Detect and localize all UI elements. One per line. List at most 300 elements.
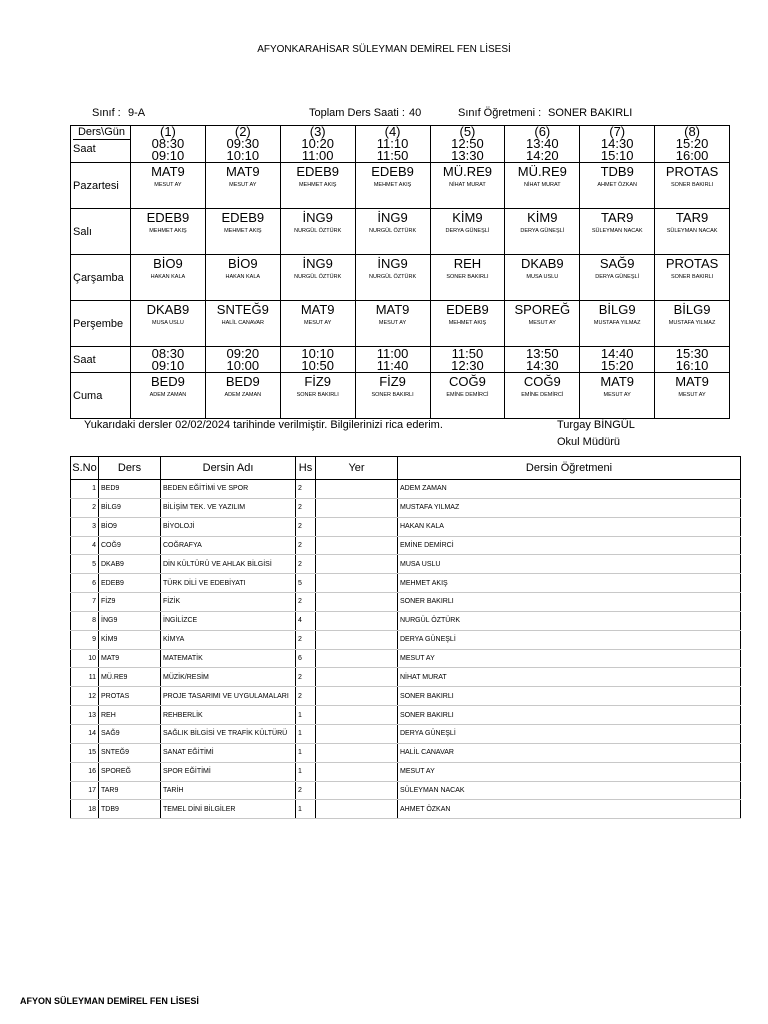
course-teacher: HALİL CANAVAR bbox=[398, 743, 741, 762]
lesson-code: DKAB9 bbox=[520, 256, 564, 271]
day-name: Salı bbox=[71, 209, 131, 255]
course-room bbox=[316, 498, 398, 517]
lesson-cell bbox=[205, 301, 280, 347]
total-hours-label: Toplam Ders Saati : bbox=[309, 107, 405, 119]
lesson-code: TAR9 bbox=[675, 210, 709, 225]
time-cell bbox=[355, 126, 430, 163]
course-name: MATEMATİK bbox=[161, 649, 296, 668]
class-teacher-label: Sınıf Öğretmeni : bbox=[458, 107, 542, 119]
lesson-code: MÜ.RE9 bbox=[517, 164, 567, 179]
time-label-cell bbox=[71, 126, 131, 163]
lesson-code: MÜ.RE9 bbox=[442, 164, 492, 179]
lesson-teacher: MESUT AY bbox=[229, 182, 257, 188]
lesson-code: PROTAS bbox=[665, 256, 719, 271]
course-hours: 2 bbox=[296, 630, 316, 649]
time-label: Saat bbox=[73, 143, 96, 155]
end-time: 16:00 bbox=[675, 148, 709, 163]
lesson-teacher: HAKAN KALA bbox=[225, 274, 261, 280]
lesson-teacher: MUSTAFA YILMAZ bbox=[593, 320, 641, 326]
lesson-teacher: SONER BAKIRLI bbox=[670, 274, 714, 280]
course-row bbox=[71, 574, 741, 593]
lesson-cell bbox=[580, 209, 655, 255]
period-number: (5) bbox=[459, 125, 476, 139]
course-room bbox=[316, 630, 398, 649]
course-sno: 9 bbox=[71, 630, 99, 649]
lesson-teacher: SONER BAKIRLI bbox=[371, 392, 414, 398]
lesson-teacher: HALİL CANAVAR bbox=[221, 320, 264, 326]
lesson-code: DKAB9 bbox=[146, 302, 190, 317]
course-room bbox=[316, 517, 398, 536]
course-sno: 14 bbox=[71, 724, 99, 743]
course-hours: 2 bbox=[296, 593, 316, 612]
lesson-code: BİO9 bbox=[153, 256, 183, 271]
lesson-code: MAT9 bbox=[600, 374, 635, 389]
course-sno: 8 bbox=[71, 611, 99, 630]
course-hours: 2 bbox=[296, 687, 316, 706]
course-hours: 1 bbox=[296, 724, 316, 743]
time-cell bbox=[580, 126, 655, 163]
lesson-cell bbox=[430, 301, 505, 347]
course-row bbox=[71, 649, 741, 668]
course-code: BİO9 bbox=[99, 517, 161, 536]
lesson-code: BİLG9 bbox=[673, 302, 711, 317]
course-room bbox=[316, 536, 398, 555]
lesson-code: KİM9 bbox=[452, 210, 483, 225]
lesson-cell bbox=[355, 301, 430, 347]
course-room bbox=[316, 611, 398, 630]
lesson-cell bbox=[655, 301, 730, 347]
course-room bbox=[316, 800, 398, 819]
lesson-cell bbox=[355, 163, 430, 209]
period-number: (7) bbox=[609, 125, 626, 139]
time-cell bbox=[505, 347, 580, 373]
end-time: 12:30 bbox=[451, 357, 484, 373]
lesson-code: MAT9 bbox=[675, 374, 709, 389]
day-name: Perşembe bbox=[71, 301, 131, 347]
course-sno: 12 bbox=[71, 687, 99, 706]
lesson-cell bbox=[355, 255, 430, 301]
start-time: 15:20 bbox=[675, 136, 709, 151]
course-sno: 6 bbox=[71, 574, 99, 593]
lesson-code: BED9 bbox=[150, 374, 185, 389]
lesson-teacher: SONER BAKIRLI bbox=[446, 274, 489, 280]
start-time: 11:10 bbox=[376, 136, 409, 151]
lesson-teacher: MEHMET AKIŞ bbox=[298, 182, 337, 188]
course-teacher: DERYA GÜNEŞLİ bbox=[398, 724, 741, 743]
course-teacher: SONER BAKIRLI bbox=[398, 687, 741, 706]
lesson-cell bbox=[280, 255, 355, 301]
lesson-code: İNG9 bbox=[377, 210, 408, 225]
lesson-code: COĞ9 bbox=[523, 374, 561, 389]
course-teacher: SONER BAKIRLI bbox=[398, 593, 741, 612]
lesson-code: SPOREĞ bbox=[514, 302, 571, 317]
start-time: 14:40 bbox=[600, 346, 634, 361]
lesson-code: İNG9 bbox=[377, 256, 408, 271]
course-teacher: NURGÜL ÖZTÜRK bbox=[398, 611, 741, 630]
time-cell bbox=[580, 347, 655, 373]
end-time: 11:40 bbox=[376, 357, 409, 373]
lesson-cell bbox=[205, 209, 280, 255]
lesson-teacher: NURGÜL ÖZTÜRK bbox=[294, 228, 342, 234]
lesson-code: MAT9 bbox=[300, 302, 335, 317]
course-hours: 2 bbox=[296, 480, 316, 499]
course-sno: 2 bbox=[71, 498, 99, 517]
total-hours-value: 40 bbox=[409, 107, 422, 119]
lesson-teacher: MUSTAFA YILMAZ bbox=[668, 320, 716, 326]
lesson-teacher: NURGÜL ÖZTÜRK bbox=[368, 228, 417, 234]
lesson-teacher: AHMET ÖZKAN bbox=[597, 182, 637, 188]
lesson-cell bbox=[655, 209, 730, 255]
lesson-teacher: MEHMET AKIŞ bbox=[149, 228, 187, 234]
course-sno: 16 bbox=[71, 762, 99, 781]
time-cell bbox=[430, 347, 505, 373]
course-hours: 2 bbox=[296, 498, 316, 517]
course-code: DKAB9 bbox=[99, 555, 161, 574]
course-list-header-row bbox=[71, 457, 741, 480]
time-row bbox=[71, 126, 730, 163]
course-row bbox=[71, 668, 741, 687]
corner-label: Ders\Gün bbox=[73, 126, 130, 140]
end-time: 11:00 bbox=[301, 148, 334, 163]
course-sno: 4 bbox=[71, 536, 99, 555]
lesson-cell bbox=[580, 163, 655, 209]
end-time: 13:30 bbox=[451, 148, 484, 163]
course-sno: 18 bbox=[71, 800, 99, 819]
course-room bbox=[316, 555, 398, 574]
lesson-teacher: ADEM ZAMAN bbox=[149, 392, 187, 398]
course-code: BED9 bbox=[99, 480, 161, 499]
period-number: (6) bbox=[534, 125, 551, 139]
lesson-code: KİM9 bbox=[527, 210, 558, 225]
lesson-cell bbox=[505, 301, 580, 347]
time-cell bbox=[205, 126, 280, 163]
course-row bbox=[71, 611, 741, 630]
course-name: TARİH bbox=[161, 781, 296, 800]
course-room bbox=[316, 574, 398, 593]
course-sno: 10 bbox=[71, 649, 99, 668]
lesson-teacher: ADEM ZAMAN bbox=[224, 392, 262, 398]
lesson-teacher: SÜLEYMAN NACAK bbox=[666, 228, 718, 234]
lesson-cell bbox=[580, 301, 655, 347]
period-number: (4) bbox=[384, 125, 401, 139]
course-list-table bbox=[70, 456, 741, 819]
lesson-teacher: MESUT AY bbox=[603, 392, 631, 398]
course-sno: 13 bbox=[71, 706, 99, 725]
end-time: 16:10 bbox=[675, 357, 709, 373]
header-hours: Hs bbox=[296, 457, 316, 480]
course-hours: 1 bbox=[296, 706, 316, 725]
course-name: SANAT EĞİTİMİ bbox=[161, 743, 296, 762]
course-name: FİZİK bbox=[161, 593, 296, 612]
class-value: 9-A bbox=[128, 107, 146, 119]
course-hours: 5 bbox=[296, 574, 316, 593]
lesson-teacher: MESUT AY bbox=[304, 320, 332, 326]
lesson-teacher: MEHMET AKIŞ bbox=[224, 228, 262, 234]
lesson-code: TAR9 bbox=[601, 210, 634, 225]
course-name: MÜZİK/RESİM bbox=[161, 668, 296, 687]
course-teacher: MEHMET AKIŞ bbox=[398, 574, 741, 593]
day-row bbox=[71, 373, 730, 419]
course-name: TÜRK DİLİ VE EDEBİYATI bbox=[161, 574, 296, 593]
course-code: SNTEĞ9 bbox=[99, 743, 161, 762]
course-teacher: ADEM ZAMAN bbox=[398, 480, 741, 499]
course-hours: 2 bbox=[296, 536, 316, 555]
lesson-cell bbox=[131, 301, 206, 347]
header-teacher: Dersin Öğretmeni bbox=[398, 457, 741, 480]
lesson-cell bbox=[580, 373, 655, 419]
lesson-cell bbox=[430, 163, 505, 209]
lesson-cell bbox=[505, 373, 580, 419]
time-cell bbox=[430, 126, 505, 163]
start-time: 10:10 bbox=[301, 346, 334, 361]
course-name: REHBERLİK bbox=[161, 706, 296, 725]
end-time: 09:10 bbox=[151, 357, 185, 373]
course-hours: 1 bbox=[296, 762, 316, 781]
course-row bbox=[71, 687, 741, 706]
end-time: 14:30 bbox=[526, 357, 559, 373]
time-cell bbox=[131, 347, 206, 373]
period-number: (2) bbox=[234, 125, 251, 139]
course-teacher: MESUT AY bbox=[398, 649, 741, 668]
course-row bbox=[71, 480, 741, 499]
course-room bbox=[316, 687, 398, 706]
time-label-cell bbox=[71, 347, 131, 373]
course-code: MAT9 bbox=[99, 649, 161, 668]
lesson-code: MAT9 bbox=[375, 302, 410, 317]
lesson-teacher: MEHMET AKIŞ bbox=[373, 182, 412, 188]
course-row bbox=[71, 555, 741, 574]
start-time: 08:30 bbox=[151, 346, 185, 361]
course-row bbox=[71, 536, 741, 555]
course-name: SAĞLIK BİLGİSİ VE TRAFİK KÜLTÜRÜ bbox=[161, 724, 296, 743]
lesson-code: EDEB9 bbox=[146, 210, 190, 225]
lesson-teacher: MESUT AY bbox=[154, 182, 182, 188]
lesson-cell bbox=[280, 373, 355, 419]
lesson-cell bbox=[131, 255, 206, 301]
period-number: (3) bbox=[309, 125, 326, 139]
lesson-cell bbox=[505, 255, 580, 301]
start-time: 13:40 bbox=[526, 136, 559, 151]
start-time: 15:30 bbox=[675, 346, 709, 361]
lesson-teacher: HAKAN KALA bbox=[150, 274, 186, 280]
course-row bbox=[71, 706, 741, 725]
lesson-cell bbox=[430, 373, 505, 419]
course-sno: 17 bbox=[71, 781, 99, 800]
course-code: BİLG9 bbox=[99, 498, 161, 517]
lesson-cell bbox=[430, 209, 505, 255]
course-teacher: NİHAT MURAT bbox=[398, 668, 741, 687]
course-code: PROTAS bbox=[99, 687, 161, 706]
start-time: 09:20 bbox=[226, 346, 260, 361]
course-row bbox=[71, 498, 741, 517]
lesson-cell bbox=[280, 301, 355, 347]
start-time: 14:30 bbox=[600, 136, 634, 151]
lesson-teacher: MEHMET AKIŞ bbox=[448, 320, 487, 326]
course-sno: 15 bbox=[71, 743, 99, 762]
course-room bbox=[316, 480, 398, 499]
course-row bbox=[71, 781, 741, 800]
lesson-code: FİZ9 bbox=[304, 374, 332, 389]
course-sno: 1 bbox=[71, 480, 99, 499]
course-name: KİMYA bbox=[161, 630, 296, 649]
end-time: 14:20 bbox=[526, 148, 559, 163]
lesson-teacher: MESUT AY bbox=[678, 392, 706, 398]
lesson-code: BİO9 bbox=[228, 256, 258, 271]
course-code: REH bbox=[99, 706, 161, 725]
lesson-teacher: NURGÜL ÖZTÜRK bbox=[294, 274, 342, 280]
lesson-cell bbox=[505, 209, 580, 255]
course-teacher: SONER BAKIRLI bbox=[398, 706, 741, 725]
lesson-teacher: DERYA GÜNEŞLİ bbox=[595, 274, 640, 280]
start-time: 11:50 bbox=[451, 346, 484, 361]
end-time: 10:00 bbox=[226, 357, 260, 373]
day-row bbox=[71, 209, 730, 255]
time-cell bbox=[505, 126, 580, 163]
course-code: SPOREĞ bbox=[99, 762, 161, 781]
course-row bbox=[71, 800, 741, 819]
course-teacher: AHMET ÖZKAN bbox=[398, 800, 741, 819]
lesson-code: EDEB9 bbox=[371, 164, 414, 179]
course-row bbox=[71, 630, 741, 649]
start-time: 12:50 bbox=[451, 136, 484, 151]
course-hours: 6 bbox=[296, 649, 316, 668]
lesson-cell bbox=[205, 163, 280, 209]
course-room bbox=[316, 649, 398, 668]
lesson-code: BED9 bbox=[225, 374, 260, 389]
header-name: Dersin Adı bbox=[161, 457, 296, 480]
start-time: 13:50 bbox=[526, 346, 559, 361]
lesson-teacher: MESUT AY bbox=[378, 320, 407, 326]
course-teacher: MESUT AY bbox=[398, 762, 741, 781]
course-hours: 4 bbox=[296, 611, 316, 630]
lesson-teacher: SÜLEYMAN NACAK bbox=[591, 228, 643, 234]
course-name: COĞRAFYA bbox=[161, 536, 296, 555]
course-row bbox=[71, 724, 741, 743]
course-name: BİYOLOJİ bbox=[161, 517, 296, 536]
course-code: İNG9 bbox=[99, 611, 161, 630]
lesson-cell bbox=[655, 373, 730, 419]
time-cell bbox=[131, 126, 206, 163]
course-hours: 2 bbox=[296, 517, 316, 536]
lesson-code: EDEB9 bbox=[446, 302, 489, 317]
course-sno: 3 bbox=[71, 517, 99, 536]
course-room bbox=[316, 668, 398, 687]
course-name: DİN KÜLTÜRÜ VE AHLAK BİLGİSİ bbox=[161, 555, 296, 574]
course-sno: 11 bbox=[71, 668, 99, 687]
lesson-cell bbox=[205, 255, 280, 301]
header-sno: S.No bbox=[71, 457, 99, 480]
lesson-code: BİLG9 bbox=[598, 302, 636, 317]
start-time: 08:30 bbox=[151, 136, 185, 151]
course-room bbox=[316, 743, 398, 762]
lesson-teacher: NİHAT MURAT bbox=[449, 182, 486, 188]
time-cell bbox=[355, 347, 430, 373]
lesson-teacher: MUSA USLU bbox=[526, 274, 559, 280]
course-row bbox=[71, 593, 741, 612]
course-room bbox=[316, 781, 398, 800]
lesson-cell bbox=[131, 163, 206, 209]
course-room bbox=[316, 706, 398, 725]
footer-school-name: AFYON SÜLEYMAN DEMİREL FEN LİSESİ bbox=[20, 996, 199, 1006]
lesson-code: REH bbox=[453, 256, 482, 271]
course-code: TAR9 bbox=[99, 781, 161, 800]
course-code: MÜ.RE9 bbox=[99, 668, 161, 687]
lesson-code: COĞ9 bbox=[449, 374, 486, 389]
course-code: KİM9 bbox=[99, 630, 161, 649]
lesson-code: MAT9 bbox=[151, 164, 185, 179]
header-room: Yer bbox=[316, 457, 398, 480]
school-title: AFYONKARAHİSAR SÜLEYMAN DEMİREL FEN LİSESİ bbox=[257, 44, 511, 55]
issue-note: Yukarıdaki dersler 02/02/2024 tarihinde verilmiştir. Bilgilerinizi rica ederim. bbox=[84, 419, 443, 431]
end-time: 10:50 bbox=[301, 357, 334, 373]
course-name: SPOR EĞİTİMİ bbox=[161, 762, 296, 781]
time-row bbox=[71, 347, 730, 373]
time-cell bbox=[655, 347, 730, 373]
lesson-code: EDEB9 bbox=[296, 164, 339, 179]
lesson-teacher: SONER BAKIRLI bbox=[670, 182, 714, 188]
course-code: EDEB9 bbox=[99, 574, 161, 593]
course-teacher: DERYA GÜNEŞLİ bbox=[398, 630, 741, 649]
lesson-teacher: DERYA GÜNEŞLİ bbox=[445, 228, 490, 234]
course-name: İNGİLİZCE bbox=[161, 611, 296, 630]
lesson-code: SNTEĞ9 bbox=[216, 302, 269, 317]
course-row bbox=[71, 762, 741, 781]
lesson-cell bbox=[580, 255, 655, 301]
end-time: 11:50 bbox=[376, 148, 409, 163]
lesson-code: MAT9 bbox=[225, 164, 260, 179]
time-cell bbox=[205, 347, 280, 373]
period-number: (8) bbox=[684, 125, 700, 139]
course-hours: 2 bbox=[296, 781, 316, 800]
end-time: 10:10 bbox=[226, 148, 260, 163]
lesson-cell bbox=[655, 255, 730, 301]
lesson-cell bbox=[355, 373, 430, 419]
course-teacher: MUSTAFA YILMAZ bbox=[398, 498, 741, 517]
course-sno: 7 bbox=[71, 593, 99, 612]
course-code: SAĞ9 bbox=[99, 724, 161, 743]
period-number: (1) bbox=[159, 125, 176, 139]
start-time: 09:30 bbox=[226, 136, 260, 151]
course-code: TDB9 bbox=[99, 800, 161, 819]
course-sno: 5 bbox=[71, 555, 99, 574]
course-name: PROJE TASARIMI VE UYGULAMALARI bbox=[161, 687, 296, 706]
start-time: 11:00 bbox=[376, 346, 409, 361]
lesson-teacher: MUSA USLU bbox=[152, 320, 184, 326]
lesson-teacher: NİHAT MURAT bbox=[523, 182, 561, 188]
lesson-code: İNG9 bbox=[302, 256, 333, 271]
course-teacher: HAKAN KALA bbox=[398, 517, 741, 536]
lesson-cell bbox=[280, 163, 355, 209]
day-name: Çarşamba bbox=[71, 255, 131, 301]
lesson-code: PROTAS bbox=[665, 164, 719, 179]
principal-title: Okul Müdürü bbox=[557, 436, 620, 448]
time-label: Saat bbox=[73, 353, 96, 366]
course-name: BEDEN EĞİTİMİ VE SPOR bbox=[161, 480, 296, 499]
lesson-teacher: MESUT AY bbox=[528, 320, 556, 326]
lesson-teacher: EMİNE DEMİRCİ bbox=[446, 392, 489, 398]
course-room bbox=[316, 593, 398, 612]
lesson-teacher: EMİNE DEMİRCİ bbox=[521, 392, 564, 398]
lesson-cell bbox=[355, 209, 430, 255]
course-name: TEMEL DİNİ BİLGİLER bbox=[161, 800, 296, 819]
course-code: FİZ9 bbox=[99, 593, 161, 612]
lesson-teacher: DERYA GÜNEŞLİ bbox=[520, 228, 565, 234]
day-name: Cuma bbox=[71, 373, 131, 419]
course-row bbox=[71, 517, 741, 536]
course-teacher: MUSA USLU bbox=[398, 555, 741, 574]
time-cell bbox=[280, 347, 355, 373]
lesson-cell bbox=[430, 255, 505, 301]
